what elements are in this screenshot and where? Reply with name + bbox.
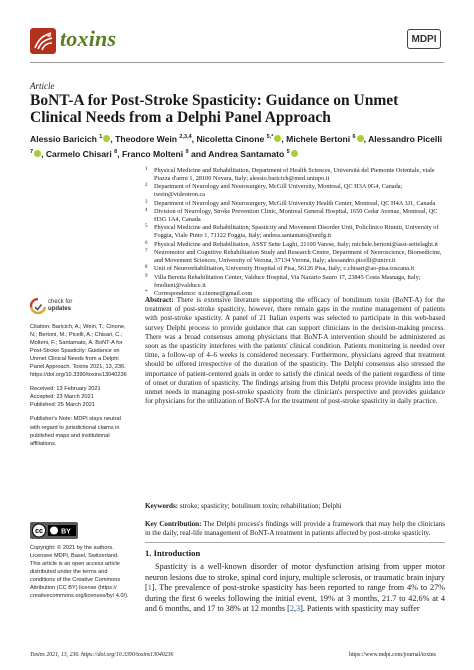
abstract-text: There is extensive literature supporting the efficacy of botulinum toxin (BoNT-A) for the treatment of post-stroke spasticity, however, there remain gaps in the routine management of patients with post-stroke spasticity. A panel of 21 Italian experts was selected to participate in this web-based survey Delphi process to provide guidance that can support clinicians in the decision-making process. There was a broad consensus among physicians that BoNT-A intervention should be administered as soon as the spasticity interferes with the patients' clinical condition. Patients monitoring is needed over time, a follow-up of 4–6 weeks is considered necessary. Furthermore, physicians agreed that treatment should be offered irrespective of the duration of the spasticity. The Delphi consensus also stressed the importance of patient-centered goals in order to satisfy the clinical needs of the patient regardless of time of onset or duration of spasticity. The findings arising from this Delphi process provide insights into the unmet needs in managing post-stroke spasticity from the clinician's perspective and provides guidance for physicians for the utilization of BoNT-A for the treatment of post-stroke spasticity in daily practice.: [145, 296, 445, 406]
author-name: Alessandro Picelli: [368, 133, 443, 144]
author-separator: ,: [363, 133, 369, 144]
affiliation-number: 5: [145, 224, 148, 230]
affiliation-number: 8: [145, 265, 148, 271]
affiliation-text: Department of Neurology and Neurosurgery, McGill University Health Center, Montreal, QC H4A 3J1, Canada: [154, 199, 436, 207]
affiliation-text: Physical Medicine and Rehabilitation, Spasticity and Movement Disorder Unit, Policlinico Riuniti, University of Foggia, Viale Pinto 1, 71122 Foggia, Italy; andrea.santamato@unifg.it: [154, 224, 439, 240]
received-date: Received: 13 February 2021: [30, 386, 101, 393]
check-updates-line1: check for: [48, 299, 73, 305]
author-name: Nicoletta Cinone: [196, 133, 267, 144]
affiliation-item: [145, 224, 450, 240]
affiliation-item: [145, 241, 450, 249]
affiliation-number: 6: [145, 240, 148, 246]
affiliation-item: [145, 274, 450, 290]
affiliation-number: 1: [145, 167, 148, 172]
author-name: Andrea Santamato: [208, 148, 287, 159]
author-entry[interactable]: [115, 134, 192, 144]
affiliation-text: Correspondence: n.cinone@gmail.com: [154, 290, 253, 298]
keywords: [145, 502, 445, 511]
citation-text: Citation: Baricich, A.; Wein, T.; Cinone, N.; Bertoni, M.; Picelli, A.; Chisari, C.; Molteni, F.; Santamato, A. BoNT-A for Post-Stroke Spasticity: Guidance on Unmet Clinical Needs from a Delphi Panel Approach. Toxins 2021, 13, 236. https://doi.org/10.3390/toxins13040236: [30, 324, 127, 379]
author-separator: ,: [41, 148, 46, 159]
author-entry[interactable]: [46, 149, 117, 159]
author-name: Alessio Baricich: [30, 133, 100, 144]
section-divider: [145, 542, 445, 543]
affiliation-number: 2: [145, 183, 148, 189]
affiliation-text: Physical Medicine and Rehabilitation, Department of Health Sciences, Università del Piemonte Orientale, viale Piazza d'armi 1, 28100 Novara, Italy; alessio.baricich@med.uniupo.it: [154, 167, 435, 182]
copyright-notice: [30, 544, 130, 600]
footer-citation[interactable]: Toxins 2021, 13, 236. https://doi.org/10.3390/toxins13040236: [30, 652, 174, 658]
article-type: Article: [30, 81, 55, 91]
author-name: Carmelo Chisari: [45, 148, 115, 159]
author-affiliation-marker: 8: [114, 148, 118, 155]
introduction-paragraph: [145, 562, 445, 615]
author-entry[interactable]: [286, 134, 363, 144]
affiliation-item: [145, 265, 450, 273]
author-affiliation-marker: 1: [99, 134, 103, 140]
accepted-date: Accepted: 23 March 2021: [30, 394, 94, 401]
orcid-icon[interactable]: [357, 135, 364, 142]
author-affiliation-marker: 2,3,4: [179, 134, 192, 140]
keywords-text: stroke; spasticity; botulinum toxin; rehabilitation; Delphi: [179, 502, 342, 510]
author-affiliation-marker: 6: [352, 134, 356, 140]
copyright-text: Copyright: © 2021 by the authors. Licensee MDPI, Basel, Switzerland. This article is an open access article distributed under the terms and conditions of the Creative Commons Attribution (CC BY) license (https:// creativecommons.org/licenses/by/ 4.0/).: [30, 545, 129, 600]
reference-separator: ,: [293, 604, 297, 613]
introduction-heading: 1. Introduction: [145, 548, 201, 558]
intro-text-b: ]. The prevalence of post-stroke spasticity has been reported to range from 4% to 27% during the first 6 weeks following the initial event, 19% at 3 months, 21.7 to 42.6% at 4 and 6 months, and 17 to 38% at 12 months [: [145, 583, 445, 613]
affiliation-text: Department of Neurology and Neurosurgery, McGill University, Montreal, QC H3A 0G4, Canada; twein@videotron.ca: [154, 183, 403, 199]
mdpi-logo[interactable]: MDPI: [407, 29, 441, 49]
affiliation-item: [145, 208, 450, 224]
key-contribution-text: The Delphi process's findings will provide a framework that may help the clinicians in the daily, real-life management of BoNT-A treatment in patients affected by post-stroke spasticity.: [145, 520, 445, 538]
affiliation-text: Physical Medicine and Rehabilitation, ASST Sette Laghi, 21100 Varese, Italy; michele.bertoni@asst-settelaghi.it: [154, 240, 438, 248]
abstract-label: Abstract:: [145, 296, 174, 304]
affiliation-item: [145, 200, 450, 208]
toxins-logo-icon: [30, 28, 56, 54]
author-affiliation-marker: 5: [286, 148, 290, 155]
keywords-label: Keywords:: [145, 502, 179, 510]
author-entry[interactable]: [30, 134, 110, 144]
abstract: [145, 296, 445, 406]
author-separator: ,: [117, 148, 122, 159]
footer-journal-url[interactable]: https://www.mdpi.com/journal/toxins: [349, 652, 436, 658]
affiliation-number: 3: [145, 199, 148, 205]
affiliation-text: Unit of Neurorehabilitation, University Hospital of Pisa, 56126 Pisa, Italy; c.chisari@ao-pisa.toscana.it: [154, 265, 415, 273]
journal-name[interactable]: toxins: [60, 26, 117, 51]
header-divider: [30, 62, 444, 63]
author-name: Theodore Wein: [115, 133, 180, 144]
svg-text:cc: cc: [35, 528, 43, 535]
author-separator: ,: [110, 133, 116, 144]
author-separator: ,: [281, 133, 287, 144]
cc-by-license-icon[interactable]: [30, 522, 78, 539]
key-contribution-label: Key Contribution:: [145, 520, 202, 528]
author-affiliation-marker: 7: [30, 148, 34, 155]
author-affiliation-marker: 9: [185, 148, 189, 155]
author-list: [30, 131, 445, 161]
affiliation-item: [145, 249, 450, 265]
affiliation-item: [145, 167, 450, 183]
intro-text-a: Spasticity is a well-known disorder of motor dysfunction arising from upper motor neuron lesions due to stroke, spinal cord injury, multiple sclerosis, or traumatic brain injury [: [145, 562, 445, 592]
author-name: Michele Bertoni: [286, 133, 353, 144]
published-date: Published: 25 March 2021: [30, 402, 95, 409]
affiliation-item: [145, 183, 450, 199]
intro-text-c: ]. Patients with spasticity may suffer: [300, 604, 420, 613]
check-for-updates-icon[interactable]: [30, 298, 46, 316]
article-title: BoNT-A for Post-Stroke Spasticity: Guidance on Unmet Clinical Needs from a Delphi Panel Approach: [30, 92, 399, 126]
author-separator: ,: [191, 133, 197, 144]
affiliation-number: *: [145, 290, 148, 296]
check-for-updates-link[interactable]: [48, 299, 72, 313]
affiliations-list: [145, 167, 450, 299]
affiliation-number: 7: [145, 249, 148, 255]
affiliation-number: 9: [145, 273, 148, 279]
orcid-icon[interactable]: [291, 150, 298, 157]
affiliation-text: Neuromotor and Cognitive Rehabilitation Study and Research Centre, Department of Neuroscience, Biomedicine, and Movement Sciences, University of Verona, 37134 Verona, Italy; alessandro.picelli@univr.it: [154, 249, 442, 264]
orcid-icon[interactable]: [34, 150, 41, 157]
reference-link-3[interactable]: 3: [296, 604, 301, 613]
svg-text:BY: BY: [61, 528, 71, 536]
affiliation-number: 4: [145, 208, 148, 214]
author-entry[interactable]: [208, 149, 297, 159]
publisher-note: Publisher's Note: MDPI stays neutral with regard to jurisdictional claims in published maps and institutional affiliations.: [30, 416, 121, 447]
author-entry[interactable]: [122, 149, 189, 159]
reference-link-2[interactable]: 2: [289, 604, 294, 613]
check-updates-line2: updates: [48, 306, 72, 312]
author-name: Franco Molteni: [121, 148, 186, 159]
reference-link-1[interactable]: 1: [147, 583, 152, 592]
author-separator: and: [188, 148, 209, 159]
author-affiliation-marker: 5,*: [266, 134, 274, 140]
article-info-sidebar: [30, 323, 130, 454]
affiliation-text: Villa Beretta Rehabilitation Center, Valduce Hospital, Via Nazario Sauro 17, 23845 Costa Masnaga, Italy; fmolteni@valduce.it: [154, 273, 421, 289]
author-entry[interactable]: [196, 134, 281, 144]
affiliation-text: Division of Neurology, Stroke Prevention Clinic, Montreal General Hospital, 1650 Cedar Avenue, Montreal, QC H3G 1A4, Canada: [154, 208, 438, 223]
key-contribution: [145, 520, 445, 538]
